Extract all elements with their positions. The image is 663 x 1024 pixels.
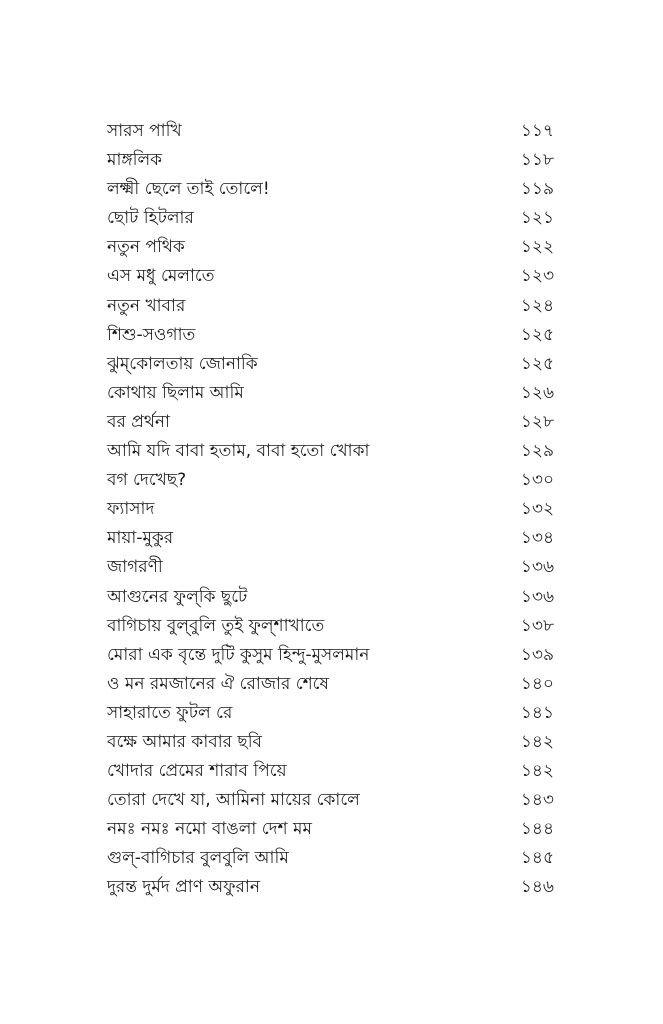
toc-entry xyxy=(107,379,554,408)
toc-entry-title: ও মন রমজানের ঐ রোজার শেষে xyxy=(107,673,329,694)
toc-entry xyxy=(107,175,554,204)
toc-entry xyxy=(107,350,554,379)
toc-entry-title: ছোট হিটলার xyxy=(107,208,194,229)
toc-entry-page: ১৩২ xyxy=(520,499,554,520)
toc-entry-page: ১২৩ xyxy=(520,266,554,287)
toc-entry-title: দুরন্ত দুর্মদ প্রাণ অফুরান xyxy=(107,877,260,898)
toc-entry-page: ১৩৬ xyxy=(520,557,554,578)
toc-entry-page: ১১৯ xyxy=(520,179,554,200)
toc-entry-page: ১৩৪ xyxy=(520,528,554,549)
toc-entry-title: নমঃ নমঃ নমো বাঙলা দেশ মম xyxy=(107,819,312,840)
toc-entry-page: ১২৯ xyxy=(520,441,554,462)
toc-entry-page: ১২২ xyxy=(520,237,554,258)
toc-entry-title: ফ্যাসাদ xyxy=(107,499,155,520)
toc-entry xyxy=(107,670,554,699)
toc-entry xyxy=(107,699,554,728)
toc-entry-page: ১৩০ xyxy=(520,470,554,491)
toc-entry-page: ১২৮ xyxy=(520,411,554,432)
toc-entry-page: ১২১ xyxy=(520,208,554,229)
toc-entry-page: ১৪২ xyxy=(520,761,554,782)
toc-entry-page: ১৩৬ xyxy=(520,586,554,607)
toc-entry-title: নতুন পথিক xyxy=(107,237,185,258)
toc-entry-title: জাগরণী xyxy=(107,557,163,578)
toc-entry-title: বক্ষে আমার কাবার ছবি xyxy=(107,731,263,752)
toc-entry xyxy=(107,873,554,902)
toc-entry-title: মায়া-মুকুর xyxy=(107,528,174,549)
toc-entry xyxy=(107,583,554,612)
toc-entry-title: তোরা দেখে যা, আমিনা মায়ের কোলে xyxy=(107,790,360,811)
toc-entry-page: ১৩৯ xyxy=(520,644,554,665)
toc-entry xyxy=(107,612,554,641)
toc-entry-page: ১৪০ xyxy=(520,673,554,694)
toc-entry xyxy=(107,524,554,553)
toc-entry-title: এস মধু মেলাতে xyxy=(107,266,215,287)
toc-entry-title: আমি যদি বাবা হতাম, বাবা হতো খোকা xyxy=(107,441,370,462)
toc-entry-title: গুল্‌-বাগিচার বুলবুলি আমি xyxy=(107,848,289,869)
toc-entry-title: নতুন খাবার xyxy=(107,295,186,316)
toc-entry-title: বর প্রর্থনা xyxy=(107,411,170,432)
toc-entry xyxy=(107,815,554,844)
toc-entry xyxy=(107,786,554,815)
toc-entry-title: লক্ষ্মী ছেলে তাই তোলে! xyxy=(107,179,270,200)
toc-entry xyxy=(107,204,554,233)
toc-entry-title: আগুনের ফুল্‌কি ছুটে xyxy=(107,586,248,607)
toc-entry-page: ১২৫ xyxy=(520,353,554,374)
toc-entry xyxy=(107,757,554,786)
toc-entry xyxy=(107,233,554,262)
toc-entry xyxy=(107,321,554,350)
toc-entry xyxy=(107,728,554,757)
toc-entry xyxy=(107,495,554,524)
toc-entry-page: ১২৬ xyxy=(520,382,554,403)
toc-entry-title: বগ দেখেছ? xyxy=(107,470,187,491)
toc-entry-title: সাহারাতে ফুটল রে xyxy=(107,702,233,723)
toc-entry-page: ১২৫ xyxy=(520,324,554,345)
toc-entry-page: ১১৭ xyxy=(520,121,554,141)
toc-entry-page: ১৪৪ xyxy=(520,819,554,840)
toc-entry-title: মোরা এক বৃন্তে দুটি কুসুম হিন্দু-মুসলমান xyxy=(107,644,370,665)
toc-entry-page: ১৪৩ xyxy=(520,790,554,811)
toc-entry-page: ১১৮ xyxy=(520,150,554,171)
toc-entry xyxy=(107,641,554,670)
toc-entry-title: বাগিচায় বুল্‌বুলি তুই ফুল্‌শাখাতে xyxy=(107,615,325,636)
table-of-contents xyxy=(107,117,554,903)
toc-entry-title: সারস পাখি xyxy=(107,121,182,141)
toc-entry xyxy=(107,408,554,437)
toc-entry-page: ১৪৬ xyxy=(520,877,554,898)
toc-entry-page: ১৪২ xyxy=(520,731,554,752)
toc-entry-title: কোথায় ছিলাম আমি xyxy=(107,382,244,403)
toc-entry-title: মাঙ্গলিক xyxy=(107,150,163,171)
toc-entry xyxy=(107,553,554,582)
toc-entry-title: শিশু-সওগাত xyxy=(107,324,196,345)
toc-entry-page: ১২৪ xyxy=(520,295,554,316)
toc-entry-title: ঝুম্‌কোলতায় জোনাকি xyxy=(107,353,258,374)
toc-entry xyxy=(107,466,554,495)
toc-entry xyxy=(107,262,554,291)
toc-entry xyxy=(107,146,554,175)
toc-entry xyxy=(107,437,554,466)
toc-entry xyxy=(107,844,554,873)
toc-entry-title: খোদার প্রেমের শারাব পিয়ে xyxy=(107,761,287,782)
toc-entry-page: ১৪১ xyxy=(520,702,554,723)
toc-entry xyxy=(107,117,554,146)
toc-entry-page: ১৪৫ xyxy=(520,848,554,869)
toc-entry xyxy=(107,292,554,321)
toc-entry-page: ১৩৮ xyxy=(520,615,554,636)
